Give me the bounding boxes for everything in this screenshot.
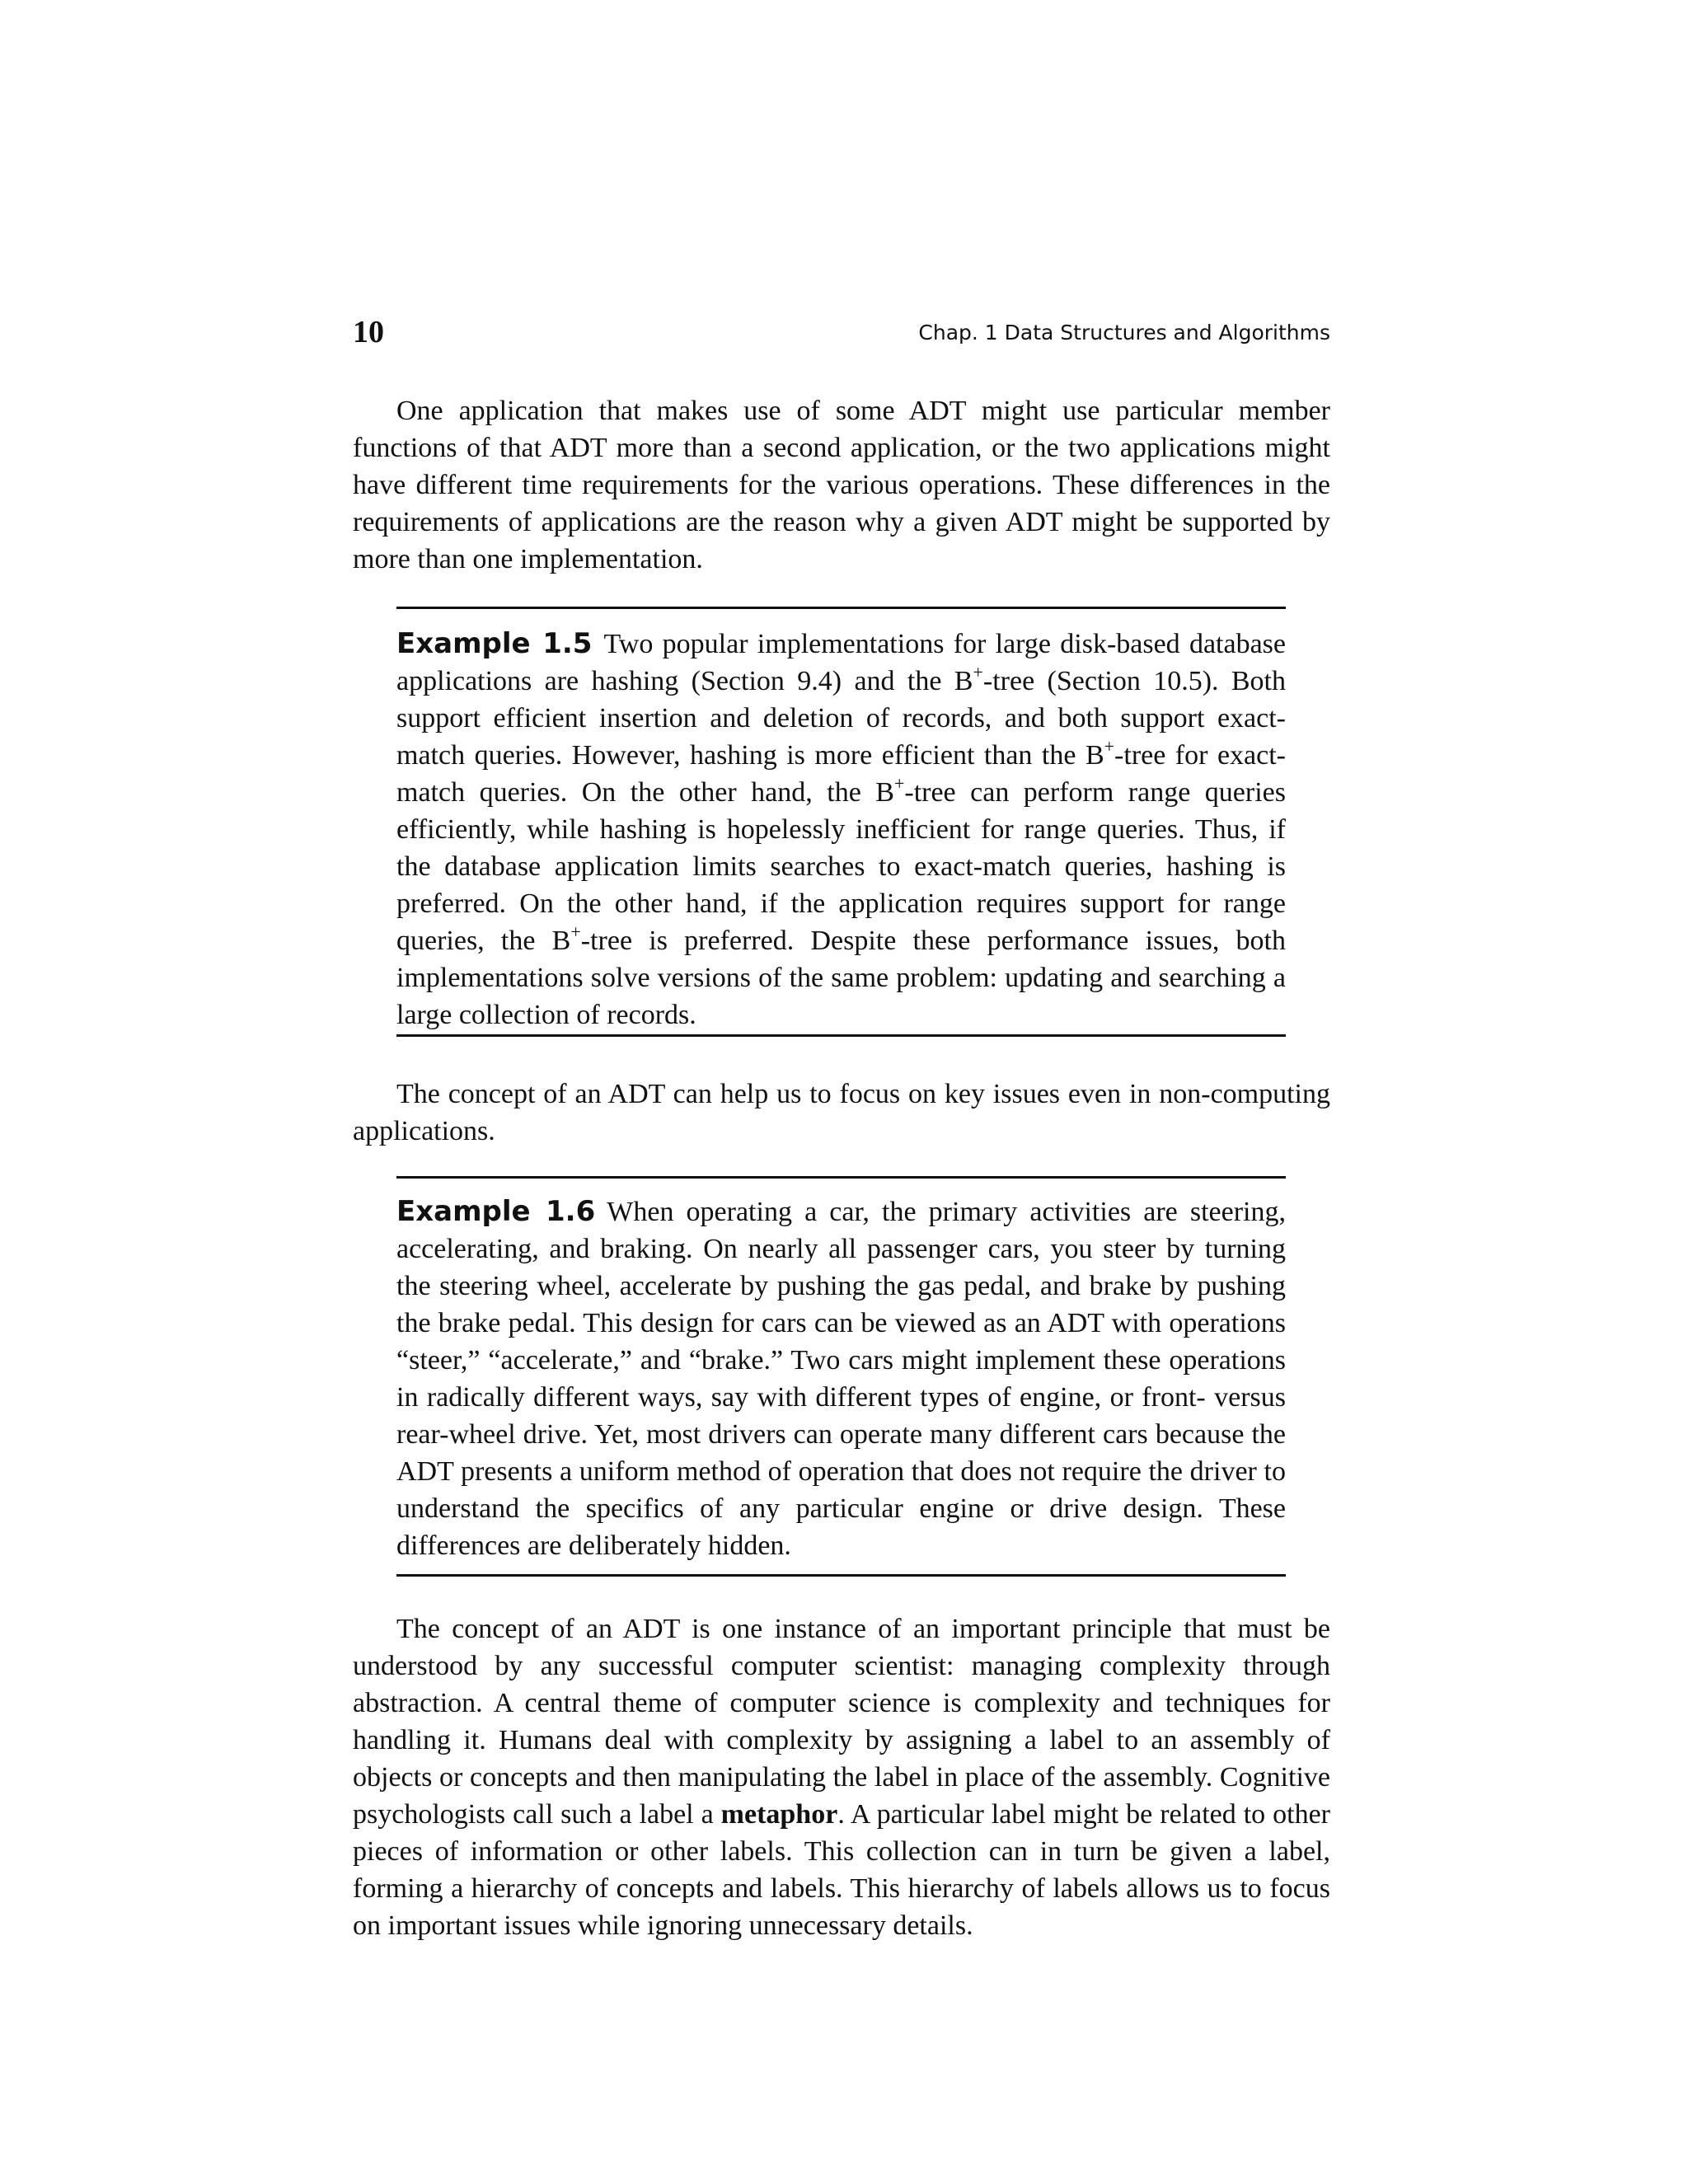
paragraph-abstraction: [353, 1610, 1330, 1944]
example-1-6-box: [396, 1176, 1286, 1577]
example-1-6-text: Example 1.6 When operating a car, the primary activities are steering, accelerating, and braking. On nearly all passenger cars, you steer by turning the steering wheel, accelerate by pushing the gas pedal, and brake by pushing the brake pedal. This design for cars can be viewed as an ADT with operations “steer,” “accelerate,” and “brake.” Two cars might implement these operations in radically different ways, say with different types of engine, or front- versus rear-wheel drive. Yet, most drivers can operate many different cars because the ADT presents a uniform method of operation that does not require the driver to understand the specifics of any particular engine or drive design. These differences are deliberately hidden.: [396, 1195, 1286, 1561]
page-header: [353, 312, 1330, 361]
example-1-5-box: [396, 607, 1286, 1037]
example-1-6-label: Example 1.6: [396, 1195, 596, 1228]
example-1-5-label: Example 1.5: [396, 627, 593, 660]
page-number: 10: [353, 315, 384, 349]
paragraph-adt-focus: [353, 1076, 1330, 1150]
paragraph-text: The concept of an ADT is one instance of an important principle that must be understood by any successful computer scientist: managing complexity through abstraction. A central theme of computer science is complexity and techniques for handling it. Humans deal with complexity by assigning a label to an assembly of objects or concepts and then manipulating the label in place of the assembly. Cognitive psychologists call such a label a metaphor. A particular label might be related to other pieces of information or other labels. This collection can in turn be given a label, forming a hierarchy of concepts and labels. This hierarchy of labels allows us to focus on important issues while ignoring unnecessary details.: [353, 1614, 1330, 1941]
paragraph-text: The concept of an ADT can help us to focus on key issues even in non-computing applications.: [353, 1079, 1330, 1146]
running-head: Chap. 1 Data Structures and Algorithms: [918, 321, 1330, 344]
example-1-5-text: Example 1.5 Two popular implementations for large disk-based database applications are hashing (Section 9.4) and the B+-tree (Section 10.5). Both support efficient insertion and deletion of records, and both support exact-match queries. However, hashing is more efficient than the B+-tree for exact-match queries. On the other hand, the B+-tree can perform range queries efficiently, while hashing is hopelessly inefficient for range queries. Thus, if the database application limits searches to exact-match queries, hashing is preferred. On the other hand, if the application requires support for range queries, the B+-tree is preferred. Despite these performance issues, both implementations solve versions of the same problem: updating and searching a large collection of records.: [396, 627, 1286, 1030]
metaphor-term: metaphor: [720, 1799, 838, 1830]
paragraph-adt-applications: [353, 392, 1330, 578]
paragraph-text: One application that makes use of some ADT might use particular member functions of that ADT more than a second application, or the two applications might have different time requirements for the various operations. These differences in the requirements of applications are the reason why a given ADT might be supported by more than one implementation.: [353, 396, 1330, 574]
